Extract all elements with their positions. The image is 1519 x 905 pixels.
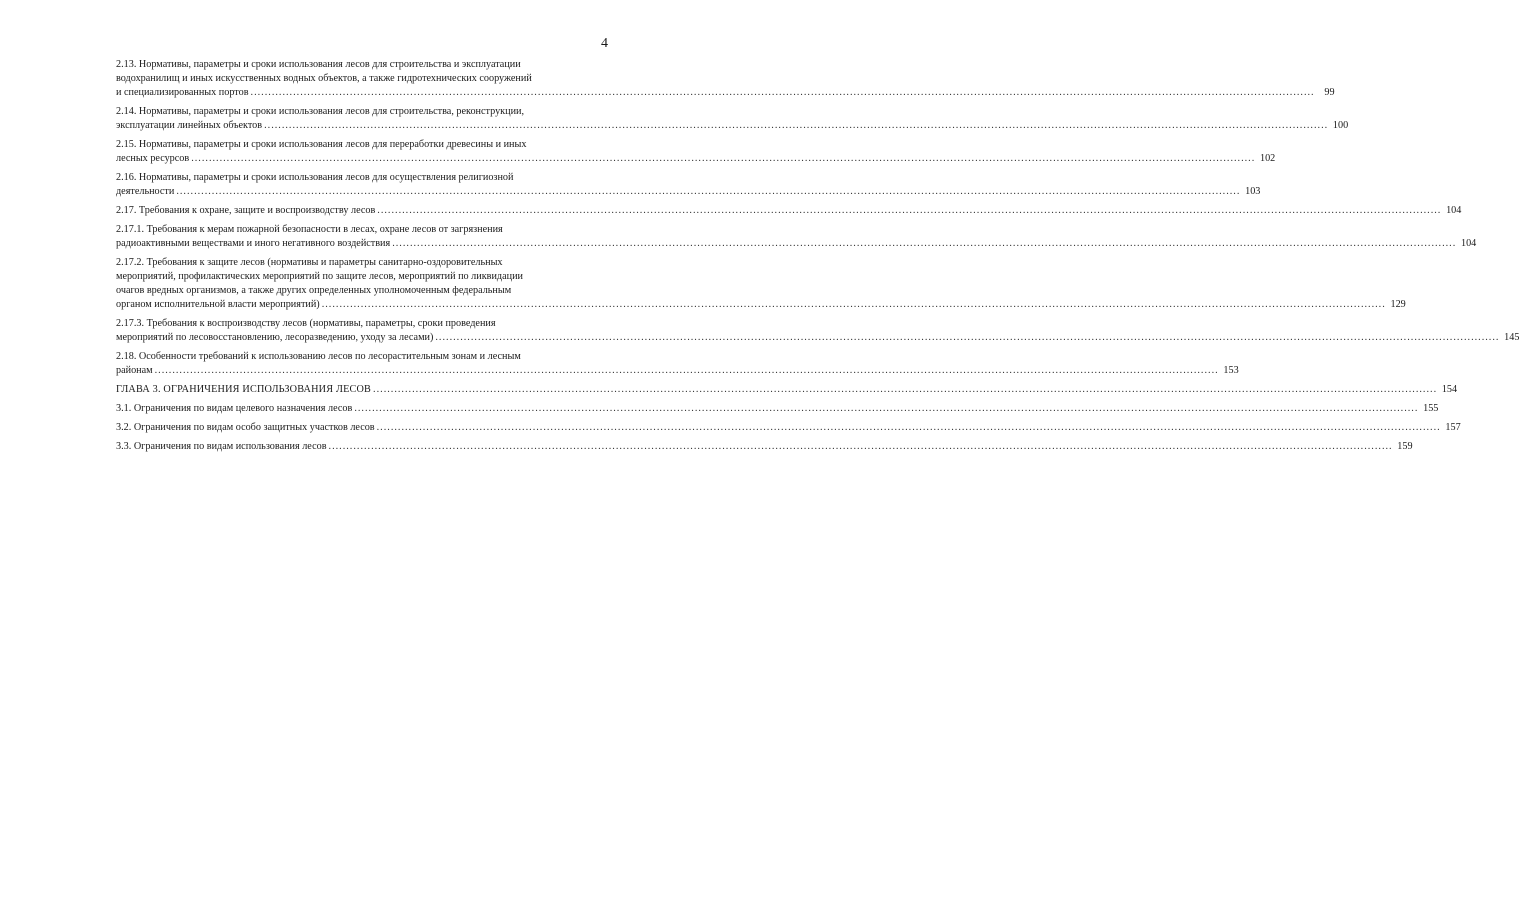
toc-entry-line xyxy=(116,331,1519,345)
toc-entry-text: 2.16. Нормативы, параметры и сроки использования лесов для осуществления религиозной xyxy=(116,172,514,183)
toc-entry-text: 3.3. Ограничения по видам использования лесов xyxy=(116,441,327,452)
toc-entry-line xyxy=(116,440,1413,454)
toc-entry-text: 2.17.3. Требования к воспроизводству лесов (нормативы, параметры, сроки проведения xyxy=(116,318,496,329)
toc-entry-text: 2.17.1. Требования к мерам пожарной безопасности в лесах, охране лесов от загрязнения xyxy=(116,224,503,235)
toc-page-number: 145 xyxy=(1504,332,1519,343)
toc-entry-text: органом исполнительной власти мероприятий) xyxy=(116,299,320,310)
dot-leader: ............................................................................................................................................................................................................................................................................................................ xyxy=(191,153,1256,164)
toc-entry-line xyxy=(116,350,610,364)
toc-entry-line xyxy=(116,105,610,119)
toc-entry-line xyxy=(116,284,610,298)
toc-entry xyxy=(116,440,1413,454)
toc-entry-text: лесных ресурсов xyxy=(116,153,190,164)
toc-entry-line xyxy=(116,171,610,185)
dot-leader: ............................................................................................................................................................................................................................................................................................................ xyxy=(392,238,1457,249)
toc-entry xyxy=(116,105,1349,133)
toc-entry-line xyxy=(116,421,1461,435)
toc-page-number: 102 xyxy=(1259,153,1276,164)
toc-entry-text: 3.2. Ограничения по видам особо защитных участков лесов xyxy=(116,422,375,433)
toc-entry-line xyxy=(116,298,1406,312)
toc-entry xyxy=(116,317,1519,345)
toc-entry-text: 2.18. Особенности требований к использованию лесов по лесорастительным зонам и лесным xyxy=(116,351,521,362)
toc-page-number: 99 xyxy=(1324,87,1335,98)
toc-entry-line xyxy=(116,317,610,331)
toc-entry-text: эксплуатации линейных объектов xyxy=(116,120,263,131)
toc-entry-line xyxy=(116,402,1439,416)
toc-entry-line xyxy=(116,270,610,284)
toc-entry-line xyxy=(116,119,1349,133)
dot-leader: ............................................................................................................................................................................................................................................................................................................ xyxy=(176,186,1241,197)
dot-leader: ............................................................................................................................................................................................................................................................................................................ xyxy=(264,120,1329,131)
toc-entry xyxy=(116,58,1335,100)
dot-leader: ............................................................................................................................................................................................................................................................................................................ xyxy=(377,205,1442,216)
dot-leader: ............................................................................................................................................................................................................................................................................................................ xyxy=(321,299,1386,310)
toc-entry-text: мероприятий по лесовосстановлению, лесоразведению, уходу за лесами) xyxy=(116,332,434,343)
dot-leader: ............................................................................................................................................................................................................................................................................................................ xyxy=(328,441,1393,452)
toc-entry-text: очагов вредных организмов, а также других определенных уполномоченным федеральным xyxy=(116,285,512,296)
toc-entry-line xyxy=(116,383,1458,397)
dot-leader: ............................................................................................................................................................................................................................................................................................................ xyxy=(373,384,1438,395)
toc-page-number: 104 xyxy=(1446,205,1462,216)
toc-entry-text: мероприятий, профилактических мероприятий по защите лесов, мероприятий по ликвидации xyxy=(116,271,523,282)
toc-entry xyxy=(116,256,1406,312)
dot-leader: ............................................................................................................................................................................................................................................................................................................ xyxy=(376,422,1441,433)
toc-entry-text: районам xyxy=(116,365,153,376)
toc-entry-line xyxy=(116,223,610,237)
toc-entry-text: ГЛАВА 3. ОГРАНИЧЕНИЯ ИСПОЛЬЗОВАНИЯ ЛЕСОВ xyxy=(116,384,372,395)
toc-entry-text: 2.15. Нормативы, параметры и сроки использования лесов для переработки древесины и иных xyxy=(116,139,527,150)
toc-entry-line xyxy=(116,364,1239,378)
toc-entry xyxy=(116,402,1439,416)
toc-entry-line xyxy=(116,138,610,152)
toc-entry-line xyxy=(116,152,1276,166)
toc-entry-text: деятельности xyxy=(116,186,175,197)
toc-entry-text: радиоактивными веществами и иного негативного воздействия xyxy=(116,238,391,249)
toc-entry xyxy=(116,171,1261,199)
toc-entry-line xyxy=(116,204,1462,218)
toc-entry xyxy=(116,350,1239,378)
toc-entry-text: и специализированных портов xyxy=(116,87,249,98)
toc-entry-line xyxy=(116,72,610,86)
page-number: 4 xyxy=(601,36,608,51)
table-of-contents xyxy=(116,58,1519,459)
toc-page-number: 157 xyxy=(1445,422,1461,433)
toc-entry xyxy=(116,204,1462,218)
toc-page-number: 155 xyxy=(1423,403,1439,414)
toc-entry-line xyxy=(116,237,1477,251)
toc-entry-text: 3.1. Ограничения по видам целевого назначения лесов xyxy=(116,403,353,414)
toc-entry-text: 2.13. Нормативы, параметры и сроки использования лесов для строительства и эксплуатации xyxy=(116,59,521,70)
toc-entry-line xyxy=(116,86,1335,100)
dot-leader: ............................................................................................................................................................................................................................................................................................................ xyxy=(154,365,1219,376)
toc-entry-line xyxy=(116,58,610,72)
toc-entry-text: 2.17. Требования к охране, защите и воспроизводству лесов xyxy=(116,205,376,216)
toc-page-number: 104 xyxy=(1460,238,1477,249)
dot-leader: ............................................................................................................................................................................................................................................................................................................ xyxy=(354,403,1419,414)
toc-page-number: 103 xyxy=(1245,186,1261,197)
toc-page-number: 154 xyxy=(1441,384,1458,395)
toc-entry xyxy=(116,223,1477,251)
toc-page-number: 100 xyxy=(1332,120,1349,131)
toc-entry-line xyxy=(116,256,610,270)
dot-leader: ............................................................................................................................................................................................................................................................................................................ xyxy=(435,332,1500,343)
toc-entry-text: 2.17.2. Требования к защите лесов (нормативы и параметры санитарно-оздоровительных xyxy=(116,257,503,268)
toc-entry xyxy=(116,421,1461,435)
toc-page-number: 159 xyxy=(1397,441,1413,452)
toc-entry-line xyxy=(116,185,1261,199)
toc-entry-text: 2.14. Нормативы, параметры и сроки использования лесов для строительства, реконструкции, xyxy=(116,106,525,117)
toc-page-number: 153 xyxy=(1223,365,1239,376)
toc-entry-text: водохранилищ и иных искусственных водных объектов, а также гидротехнических сооружений xyxy=(116,73,532,84)
toc-chapter-entry xyxy=(116,383,1458,397)
toc-page-number: 129 xyxy=(1390,299,1406,310)
toc-entry xyxy=(116,138,1276,166)
dot-leader: ............................................................................................................................................................................................................................................................................................................ xyxy=(250,87,1315,98)
